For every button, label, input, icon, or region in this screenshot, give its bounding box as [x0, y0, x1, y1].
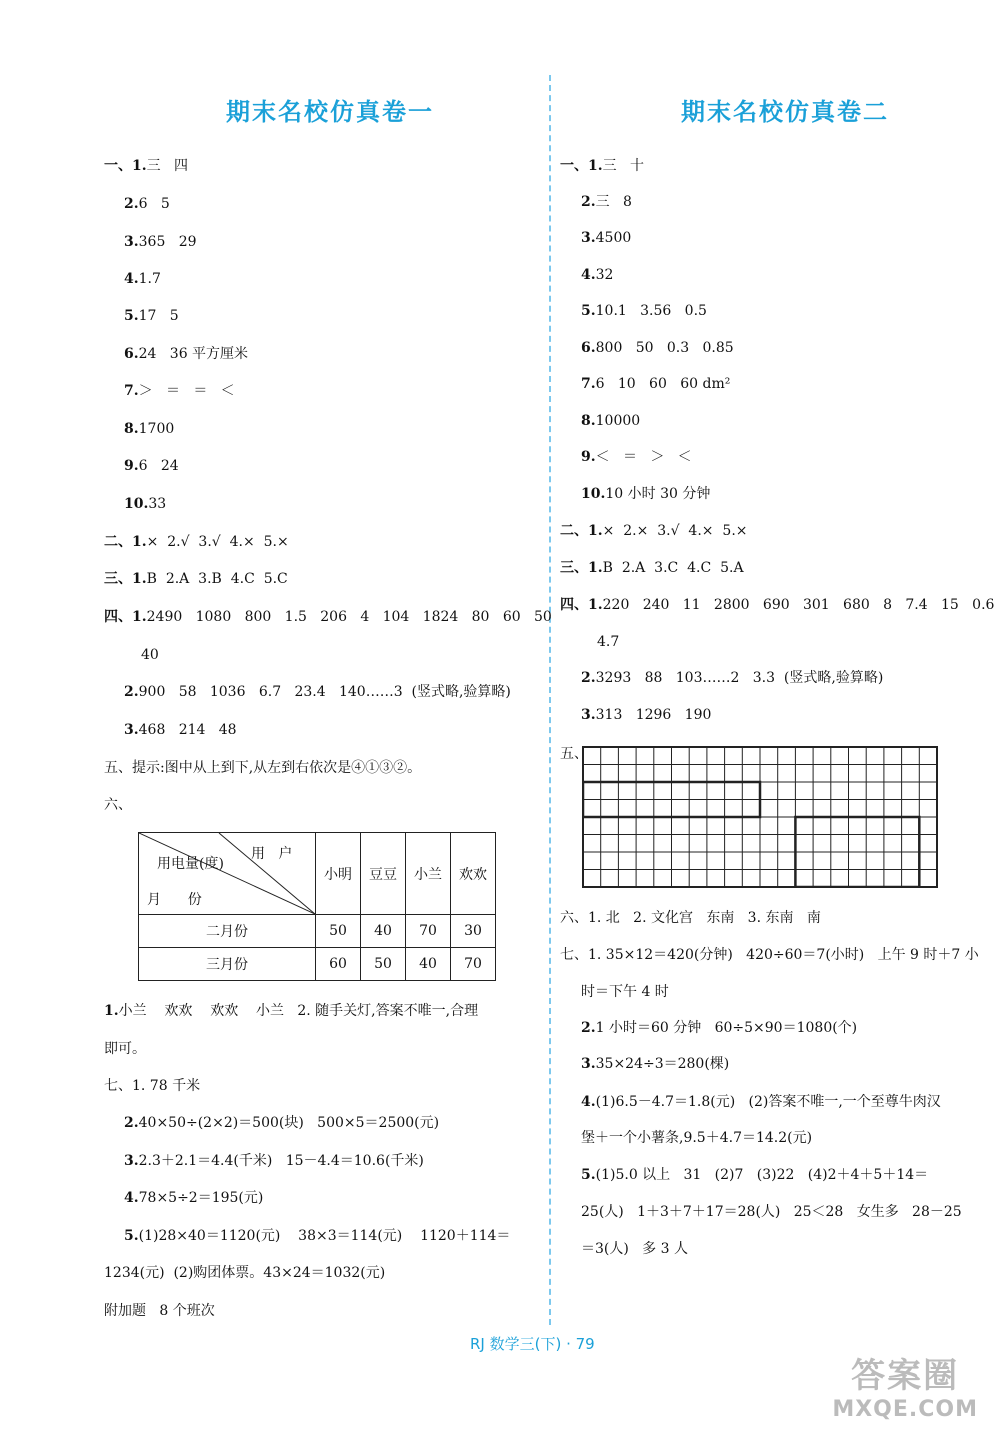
table-cell: 40	[361, 915, 406, 948]
answer-text: 2490 1080 800 1.5 206 4 104 1824 80 60 50	[146, 609, 552, 625]
answer-text: 78×5÷2＝195(元)	[138, 1190, 264, 1206]
answer-text: (1)28×40＝1120(元) 38×3＝114(元) 1120＋114＝	[138, 1228, 511, 1244]
question-number: 3.	[124, 1153, 139, 1169]
right-answer-line	[560, 559, 744, 577]
right-answer-line	[581, 983, 669, 1001]
right-answer-line	[581, 448, 692, 466]
answer-text: 堡＋一个小薯条,9.5＋4.7＝14.2(元)	[581, 1130, 813, 1146]
table-cell: 30	[451, 915, 496, 948]
answer-text: 40	[141, 647, 159, 663]
left-answer-line	[124, 1227, 510, 1245]
table-header-user: 豆豆	[361, 833, 406, 915]
question-number: 2.	[581, 194, 596, 210]
answer-text: 1700	[138, 421, 175, 437]
question-number: 3.	[581, 230, 596, 246]
answer-text: 4.7	[597, 634, 620, 650]
left-answer-line	[124, 495, 166, 513]
left-answer-line	[124, 270, 161, 288]
question-number: 一、1.	[560, 158, 603, 174]
header-month-label: 月 份	[147, 892, 202, 908]
answer-text: 6 5	[138, 196, 170, 212]
answer-text: 25(人) 1＋3＋7＋17＝28(人) 25＜28 女生多 28－25	[581, 1204, 962, 1220]
left-answer-line	[104, 1040, 146, 1058]
question-number: 1.	[104, 1003, 119, 1019]
left-answer-line	[124, 233, 197, 251]
question-number: 6.	[581, 340, 596, 356]
right-answer-line	[560, 946, 979, 964]
left-answer-line	[104, 608, 552, 626]
question-number: 3.	[581, 1056, 596, 1072]
question-number: 5.	[124, 308, 139, 324]
left-answer-line	[104, 1002, 478, 1020]
question-number: 3.	[124, 722, 139, 738]
left-answer-line	[124, 307, 179, 325]
question-number: 5.	[581, 303, 596, 319]
question-number: 2.	[124, 684, 139, 700]
column-divider	[549, 75, 551, 1325]
left-answer-line	[124, 1189, 263, 1207]
answer-text: 10000	[595, 413, 641, 429]
question-number: 二、1.	[560, 523, 603, 539]
question-number: 7.	[581, 376, 596, 392]
question-number: 3.	[124, 234, 139, 250]
right-answer-line	[581, 706, 711, 724]
table-cell: 70	[406, 915, 451, 948]
answer-text: 七、1. 78 千米	[104, 1078, 201, 1094]
answer-text: (1)6.5－4.7＝1.8(元) (2)答案不唯一,一个至尊牛肉汉	[595, 1094, 941, 1110]
left-answer-line	[124, 382, 235, 400]
right-answer-line	[597, 633, 619, 651]
answer-text: 五、提示:图中从上到下,从左到右依次是④①③②。	[104, 760, 422, 776]
left-answer-line	[124, 345, 248, 363]
right-answer-line	[581, 339, 734, 357]
answer-text: 24 36 平方厘米	[138, 346, 249, 362]
left-title: 期末名校仿真卷一	[226, 98, 434, 126]
right-answer-line	[581, 1129, 812, 1147]
right-answer-line	[581, 1055, 729, 1073]
electricity-table	[138, 832, 496, 981]
answer-text: × 2.× 3.√ 4.× 5.×	[602, 523, 748, 539]
table-cell-month: 二月份	[139, 915, 316, 948]
grid-section-label: 五、	[560, 746, 588, 762]
table-cell: 50	[361, 948, 406, 981]
answer-text: 35×24÷3＝280(棵)	[595, 1056, 730, 1072]
question-number: 9.	[581, 449, 596, 465]
left-answer-line	[124, 195, 170, 213]
left-answer-line	[104, 570, 288, 588]
question-number: 8.	[124, 421, 139, 437]
question-number: 6.	[124, 346, 139, 362]
right-answer-line	[581, 193, 632, 211]
right-answer-line	[581, 669, 883, 687]
header-usage-label: 用电量(度)	[157, 856, 224, 872]
answer-text: 313 1296 190	[595, 707, 712, 723]
answer-text: 1 小时＝60 分钟 60÷5×90＝1080(个)	[595, 1020, 858, 1036]
answer-text: 220 240 11 2800 690 301 680 8 7.4 15 0.6	[602, 597, 995, 613]
answer-text: 时＝下午 4 时	[581, 984, 669, 1000]
left-answer-line	[104, 1302, 215, 1320]
answer-text: 六、1. 北 2. 文化宫 东南 3. 东南 南	[560, 910, 821, 926]
answer-text: ＜ ＝ ＞ ＜	[595, 449, 692, 465]
answer-text: 2.3＋2.1＝4.4(千米) 15－4.4＝10.6(千米)	[138, 1153, 424, 1169]
question-number: 二、1.	[104, 534, 147, 550]
table-cell: 70	[451, 948, 496, 981]
right-answer-line	[560, 909, 821, 927]
answer-text: 10 小时 30 分钟	[605, 486, 711, 502]
left-answer-line	[124, 683, 511, 701]
answer-text: 6 10 60 60 dm²	[595, 376, 731, 392]
table-cell: 50	[316, 915, 361, 948]
answer-text: 七、1. 35×12＝420(分钟) 420÷60＝7(小时) 上午 9 时＋7 小	[560, 947, 979, 963]
question-number: 2.	[581, 670, 596, 686]
question-number: 2.	[581, 1020, 596, 1036]
left-answer-line	[141, 646, 159, 664]
answer-text: 三 四	[146, 158, 188, 174]
table-cell: 60	[316, 948, 361, 981]
right-answer-line	[581, 1166, 928, 1184]
table-header-user: 小明	[316, 833, 361, 915]
answer-text: ＝3(人) 多 3 人	[581, 1241, 688, 1257]
left-answer-line	[124, 420, 174, 438]
answer-text: 800 50 0.3 0.85	[595, 340, 734, 356]
question-number: 8.	[581, 413, 596, 429]
question-number: 2.	[124, 1115, 139, 1131]
answer-text: 40×50÷(2×2)＝500(块) 500×5＝2500(元)	[138, 1115, 440, 1131]
right-answer-line	[581, 1203, 962, 1221]
answer-text: 900 58 1036 6.7 23.4 140……3 (竖式略,验算略)	[138, 684, 511, 700]
answer-text: 10.1 3.56 0.5	[595, 303, 707, 319]
table-header-user: 欢欢	[451, 833, 496, 915]
right-answer-line	[581, 1240, 688, 1258]
answer-text: × 2.√ 3.√ 4.× 5.×	[146, 534, 289, 550]
answer-text: 三 8	[595, 194, 632, 210]
answer-text: B 2.A 3.C 4.C 5.A	[602, 560, 744, 576]
right-answer-line	[581, 375, 730, 393]
left-answer-line	[104, 759, 421, 777]
table-row	[139, 915, 496, 948]
question-number: 3.	[581, 707, 596, 723]
watermark-logo: 答案圈 MXQE.COM	[832, 1356, 978, 1422]
answer-text: ＞ ＝ ＝ ＜	[138, 383, 235, 399]
question-number: 4.	[124, 1190, 139, 1206]
question-number: 10.	[124, 496, 149, 512]
right-answer-line	[560, 157, 644, 175]
right-answer-line	[560, 522, 748, 540]
question-number: 2.	[124, 196, 139, 212]
right-answer-line	[581, 302, 707, 320]
answer-text: 小兰 欢欢 欢欢 小兰 2. 随手关灯,答案不唯一,合理	[118, 1003, 479, 1019]
answer-text: 附加题 8 个班次	[104, 1303, 215, 1319]
answer-text: (1)5.0 以上 31 (2)7 (3)22 (4)2＋4＋5＋14＝	[595, 1167, 929, 1183]
answer-text: 17 5	[138, 308, 179, 324]
table-header-user: 小兰	[406, 833, 451, 915]
left-answer-line	[124, 721, 237, 739]
answer-text: 即可。	[104, 1041, 146, 1057]
grid-figure	[582, 746, 938, 892]
question-number: 7.	[124, 383, 139, 399]
right-title: 期末名校仿真卷二	[681, 98, 889, 126]
table-row	[139, 948, 496, 981]
left-answer-line	[104, 1264, 385, 1282]
left-answer-line	[104, 533, 289, 551]
answer-text: 4500	[595, 230, 632, 246]
question-number: 10.	[581, 486, 606, 502]
right-answer-line	[581, 1019, 857, 1037]
answer-text: 六、	[104, 797, 132, 813]
question-number: 4.	[581, 267, 596, 283]
question-number: 四、1.	[560, 597, 603, 613]
answer-text: 32	[595, 267, 614, 283]
right-answer-line	[560, 596, 994, 614]
table-cell: 40	[406, 948, 451, 981]
grid-svg	[582, 746, 938, 888]
right-answer-line	[581, 485, 710, 503]
left-answer-line	[104, 1077, 200, 1095]
right-answer-line	[581, 412, 640, 430]
question-number: 三、1.	[560, 560, 603, 576]
answer-text: 468 214 48	[138, 722, 237, 738]
question-number: 5.	[124, 1228, 139, 1244]
question-number: 三、1.	[104, 571, 147, 587]
right-answer-line	[581, 229, 631, 247]
answer-text: 3293 88 103……2 3.3 (竖式略,验算略)	[595, 670, 884, 686]
table-diagonal-header	[139, 833, 316, 915]
question-number: 5.	[581, 1167, 596, 1183]
answer-text: 1.7	[138, 271, 161, 287]
answer-text: 1234(元) (2)购团体票。43×24＝1032(元)	[104, 1265, 386, 1281]
right-answer-line	[581, 1093, 941, 1111]
question-number: 四、1.	[104, 609, 147, 625]
question-number: 4.	[581, 1094, 596, 1110]
answer-text: 三 十	[602, 158, 644, 174]
left-answer-line	[104, 157, 188, 175]
answer-text: B 2.A 3.B 4.C 5.C	[146, 571, 288, 587]
header-user-label: 用 户	[251, 846, 293, 862]
left-answer-line	[104, 796, 132, 814]
answer-text: 6 24	[138, 458, 179, 474]
answer-text: 365 29	[138, 234, 197, 250]
right-answer-line	[581, 266, 613, 284]
left-answer-line	[124, 1152, 424, 1170]
page-footer: RJ 数学三(下) · 79	[470, 1335, 595, 1353]
left-answer-line	[124, 457, 179, 475]
question-number: 一、1.	[104, 158, 147, 174]
answer-text: 33	[148, 496, 167, 512]
question-number: 4.	[124, 271, 139, 287]
table-cell-month: 三月份	[139, 948, 316, 981]
left-answer-line	[124, 1114, 439, 1132]
question-number: 9.	[124, 458, 139, 474]
